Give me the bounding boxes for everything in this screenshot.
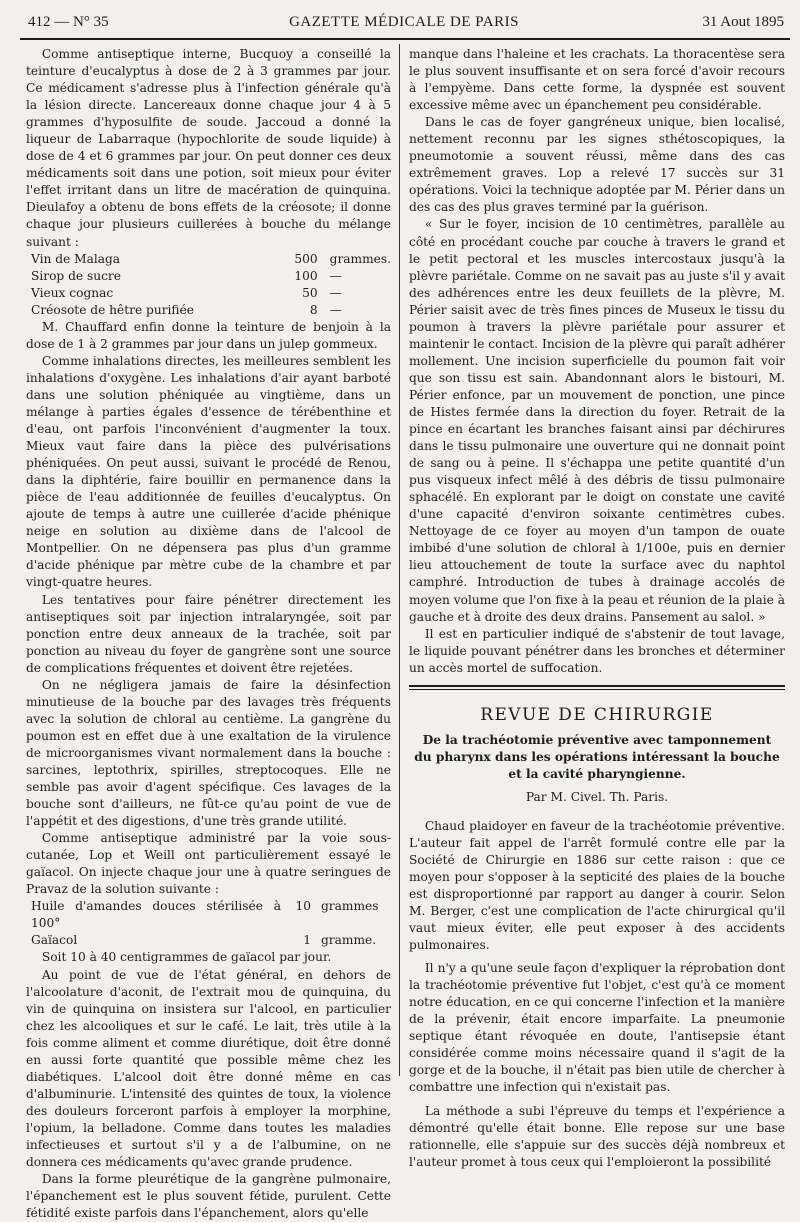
quantity: 1	[303, 933, 311, 948]
paragraph: Au point de vue de l'état général, en dehors de l'alcoolature d'aconit, de l'extrait mou de quinquina, du vin de quinquina on insistera sur l'alcool, en particulier chez les alcooliques et sur le café. Le lait, très utile à la fois comme aliment et comme diurétique, doit être donné en aussi forte quantité que possible même chez les diabétiques. L'alcool doit être donné même en cas d'albuminurie. L'intensité des quintes de toux, la violence des douleurs forceront parfois à employer la morphine, l'opium, la belladone. Comme dans toutes les maladies infectieuses et surtout s'il y a de l'albumine, on ne donnera ces médicaments qu'avec grande prudence.	[26, 967, 391, 1170]
recipe-creosote	[26, 251, 391, 319]
paragraph: Chaud plaidoyer en faveur de la trachéotomie préventive. L'auteur fait appel de l'arrêt formulé contre elle par la Société de Chirurgie en 1886 sur cette raison : que ce moyen pour s'opposer à la septicité des plaies de la bouche est disproportionné par rapport au danger à courir. Selon M. Berger, c'est une complication de l'acte chirurgical qu'il vaut mieux éviter, elle peut exposer à des accidents pulmonaires.	[409, 818, 785, 953]
paragraph: Les tentatives pour faire pénétrer directement les antiseptiques soit par injection intralaryngée, soit par ponction entre deux anneaux de la trachée, soit par ponction au niveau du foyer de gangrène sont une source de complications fréquentes et doivent être rejetées.	[26, 592, 391, 675]
recipe-gaiacol	[26, 898, 391, 949]
paragraph: On ne négligera jamais de faire la désinfection minutieuse de la bouche par des lavages très fréquents avec la solution de chloral au centième. La gangrène du poumon est en effet due à une exaltation de la virulence de microorganismes vivant normalement dans la bouche : sarcines, leptothrix, spirilles, streptocoques. Elle ne semble pas avoir d'agent spécifique. Ces lavages de la bouche sont d'ailleurs, ne fût-ce qu'au point de vue de l'appétit et des digestions, d'une très grande utilité.	[26, 677, 391, 829]
section-rule	[409, 685, 785, 687]
quantity: 50	[302, 285, 318, 300]
header-rule	[20, 38, 790, 40]
paragraph: Il est en particulier indiqué de s'abstenir de tout lavage, le liquide pouvant pénétrer dans les bronches et déterminer un accès mortel de suffocation.	[409, 626, 785, 675]
recipe-row	[26, 268, 391, 285]
recipe-row	[26, 932, 391, 949]
article-title: De la trachéotomie préventive avec tamponnement du pharynx dans les opérations intéressant la bouche et la cavité pharyngienne.	[414, 732, 780, 781]
ingredient: Sirop de sucre	[31, 268, 121, 283]
ingredient: Gaïacol	[31, 933, 78, 948]
paragraph: Dans le cas de foyer gangréneux unique, bien localisé, nettement reconnu par les signes sthétoscopiques, la pneumotomie a souvent réussi, même dans des cas extrêmement graves. Lop a relevé 17 succès sur 31 opérations. Voici la technique adoptée par M. Périer dans un des cas des plus graves terminé par la guérison.	[409, 115, 785, 215]
quantity: 500	[294, 251, 318, 266]
ingredient: Huile d'amandes douces stérilisée à 100°	[31, 899, 281, 931]
section-rule-thin	[409, 689, 785, 690]
paragraph: Comme antiseptique administré par la voie sous-cutanée, Lop et Weill ont particulièrement essayé le gaïacol. On injecte chaque jour une à quatre seringues de Pravaz de la solution suivante :	[26, 831, 391, 897]
paragraph: Soit 10 à 40 centigrammes de gaïacol par jour.	[41, 950, 332, 965]
recipe-row	[26, 898, 391, 932]
byline: Par M. Civel. Th. Paris.	[525, 789, 669, 804]
unit: gramme.	[321, 933, 377, 948]
recipe-row	[26, 251, 391, 268]
issue-date: 31 Aout 1895	[702, 14, 784, 30]
unit: grammes.	[329, 251, 391, 266]
left-column	[26, 46, 391, 1221]
right-column	[409, 46, 785, 1169]
quantity: 8	[309, 302, 318, 317]
quantity: 100	[294, 268, 318, 283]
paragraph: La méthode a subi l'épreuve du temps et l'expérience a démontré qu'elle était bonne. Elle repose sur une base rationnelle, elle s'appuie sur des succès déjà nombreux et l'auteur promet à tous ceux qui l'emploieront la possibilité	[409, 1103, 785, 1169]
ingredient: Vin de Malaga	[31, 251, 121, 266]
paragraph: « Sur le foyer, incision de 10 centimètres, parallèle au côté en procédant couche par couche à travers le grand et le petit pectoral et les muscles intercostaux jusqu'à la plèvre pariétale. Comme on ne savait pas au juste s'il y avait des adhérences entre les deux feuillets de la plèvre, M. Périer saisit avec de très fines pinces de Museux le tissu du poumon à travers la plèvre pariétale pour assurer et maintenir le contact. Incision de la plèvre qui paraît adhérer mollement. Une incision superficielle du poumon fait voir que son tissu est sain. Abandonnant alors le bistouri, M. Périer enfonce, par un mouvement de ponction, une pince de Histes fermée dans la direction du foyer. Retrait de la pince en écartant les branches faisant ainsi par déchirures dans le tissu pulmonaire une ouverture qui ne donnait point de sang ou à peine. Il s'échappa une petite quantité d'un pus visqueux infect mêlé à des débris de tissu pulmonaire sphacélé. En explorant par le doigt on constate une cavité d'une capacité d'environ soixante centimètres cubes. Nettoyage de ce foyer au moyen d'un tampon de ouate imbibé d'une solution de chloral à 1/100e, puis en dernier lieu attouchement de toute la surface avec du naphtol camphré. Introduction de tubes à drainage accolés de moyen volume que l'on fixe à la peau et réunion de la plaie à gauche et à droite des deux drains. Pansement au salol. »	[409, 217, 785, 624]
recipe-row	[26, 285, 391, 302]
running-header	[20, 10, 788, 36]
paragraph: Il n'y a qu'une seule façon d'expliquer la réprobation dont la trachéotomie préventive fut l'objet, c'est qu'à ce moment notre éducation, en ce qui concerne l'infection et la manière de la prévenir, était encore imparfaite. La pneumonie septique étant révoquée en doute, l'antisepsie étant considérée comme moins nécessaire quand il s'agit de la gorge et de la bouche, il n'était pas bien utile de chercher à combattre une infection qui n'existait pas.	[409, 961, 785, 1095]
ingredient: Créosote de hêtre purifiée	[31, 302, 194, 317]
paragraph: M. Chauffard enfin donne la teinture de benjoin à la dose de 1 à 2 grammes par jour dans un julep gommeux.	[26, 319, 391, 351]
section-title: REVUE DE CHIRURGIE	[480, 704, 714, 725]
paragraph: Dans la forme pleurétique de la gangrène pulmonaire, l'épanchement est le plus souvent fétide, purulent. Cette fétidité existe parfois dans l'épanchement, alors qu'elle	[26, 1172, 391, 1221]
ingredient: Vieux cognac	[31, 285, 114, 300]
page-number: 412 — N° 35	[28, 14, 109, 30]
journal-title: GAZETTE MÉDICALE DE PARIS	[289, 14, 519, 30]
unit: —	[329, 302, 342, 317]
recipe-row	[26, 302, 391, 319]
unit: —	[329, 268, 342, 283]
quantity: 10	[295, 899, 311, 914]
paragraph: Comme antiseptique interne, Bucquoy a conseillé la teinture d'eucalyptus à dose de 2 à 3 grammes par jour. Ce médicament s'adresse plus à l'infection générale qu'à la lésion directe. Lancereaux donne chaque jour 4 à 5 grammes d'hyposulfite de soude. Jaccoud a donné la liqueur de Labarraque (hypochlorite de soude liquide) à dose de 4 et 6 grammes par jour. On peut donner ces deux médicaments soit dans une potion, soit mieux pour éviter l'effet irritant dans un litre de macération de quinquina. Dieulafoy a obtenu de bons effets de la créosote; il donne chaque jour plusieurs cuillerées à bouche du mélange suivant :	[26, 47, 391, 249]
paragraph: manque dans l'haleine et les crachats. La thoracentèse sera le plus souvent insuffisante et on sera forcé d'avoir recours à l'empyème. Dans cette forme, la dyspnée est souvent excessive même avec un épanchement peu considérable.	[409, 47, 785, 113]
unit: —	[329, 285, 342, 300]
column-divider	[399, 44, 400, 1076]
paragraph: Comme inhalations directes, les meilleures semblent les inhalations d'oxygène. Les inhalations d'air ayant barboté dans une solution phéniquée au vingtième, dans un mélange à parties égales d'essence de térébenthine et d'eau, ont parfois l'inconvénient d'augmenter la toux. Mieux vaut faire dans la pièce des pulvérisations phéniquées. On peut aussi, suivant le procédé de Renou, dans la diphtérie, faire bouillir en permanence dans la pièce de l'eau additionnée de feuilles d'eucalyptus. On ajoute de temps à autre une cuillerée d'acide phénique neige en solution au dixième dans de l'alcool de Montpellier. On ne dépensera pas plus d'un gramme d'acide phénique par mètre cube de la chambre et par vingt-quatre heures.	[26, 353, 391, 590]
unit: grammes	[321, 899, 379, 914]
